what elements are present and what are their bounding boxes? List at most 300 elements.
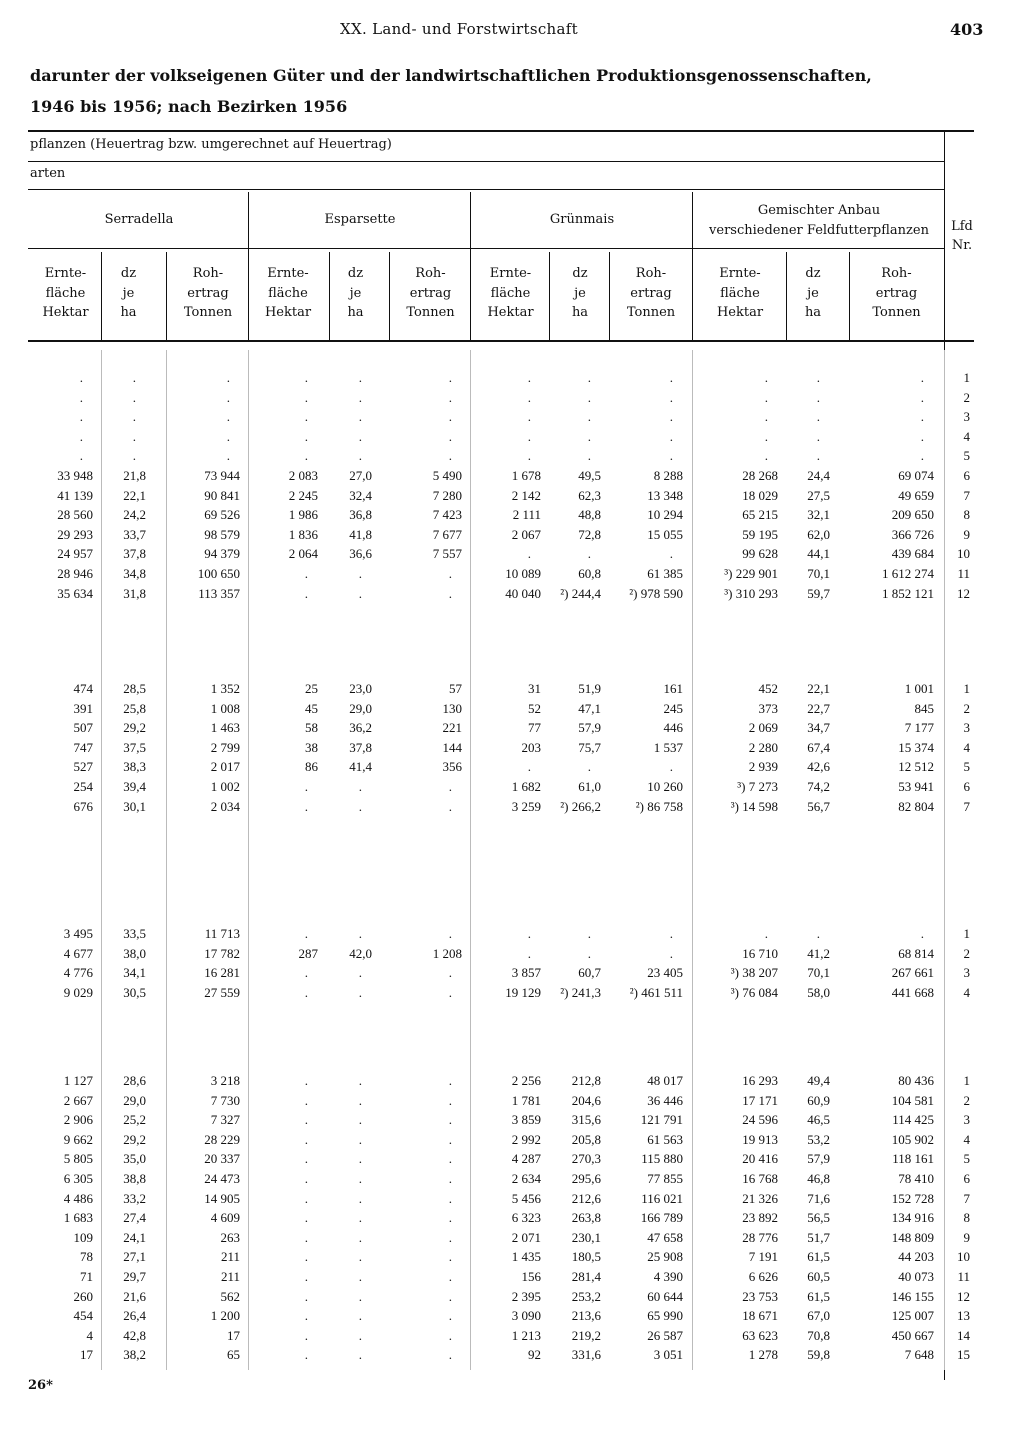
group-header-rule <box>28 248 944 249</box>
table-cell: 1 836 <box>288 526 318 542</box>
table-cell: 211 <box>220 1249 240 1265</box>
table-cell: 49,5 <box>578 468 601 483</box>
table-cell: . <box>448 1112 452 1128</box>
table-cell: . <box>358 1269 362 1284</box>
body-column-rule-4 <box>470 350 471 1370</box>
table-cell: 28 776 <box>742 1229 778 1245</box>
table-cell: 22,7 <box>807 700 830 716</box>
table-cell: 41 139 <box>57 487 93 503</box>
table-cell: 28,6 <box>123 1073 146 1088</box>
subheading-types: arten <box>30 166 66 181</box>
table-cell: 11 713 <box>204 926 240 941</box>
table-cell: 263,8 <box>571 1210 601 1226</box>
table-cell: 57 <box>449 681 462 696</box>
column-separator-8 <box>849 252 850 340</box>
table-cell: . <box>448 409 452 425</box>
table-cell: 1 852 121 <box>882 585 934 601</box>
column-header-7: Ernte- fläche Hektar <box>487 266 534 320</box>
table-cell: 60,7 <box>578 965 601 981</box>
table-cell: 452 <box>758 681 778 696</box>
table-cell: 1 537 <box>653 739 683 755</box>
table-cell: 36 446 <box>647 1092 683 1108</box>
table-cell: 59,7 <box>807 585 830 601</box>
table-cell: 15 055 <box>647 526 683 542</box>
table-cell: . <box>448 1327 452 1343</box>
table-cell: 29,0 <box>123 1092 146 1108</box>
table-cell: 1 781 <box>511 1092 541 1108</box>
table-cell: 8 288 <box>653 468 683 483</box>
table-cell: 25 908 <box>647 1249 683 1265</box>
table-cell: 57,9 <box>807 1151 830 1167</box>
table-cell: 37,8 <box>349 739 372 755</box>
table-cell: . <box>304 1171 308 1186</box>
table-cell: 4 <box>86 1327 93 1343</box>
table-cell: 56,5 <box>807 1210 830 1226</box>
table-cell: 68 814 <box>898 945 934 961</box>
table-cell: 38,3 <box>123 759 146 775</box>
table-cell: ³) 76 084 <box>730 984 778 1000</box>
table-cell: . <box>448 1249 452 1265</box>
table-cell: 5 490 <box>432 468 462 483</box>
table-cell: . <box>304 1131 308 1147</box>
table-cell: 4 390 <box>653 1269 683 1284</box>
table-cell: 1 002 <box>210 779 240 794</box>
table-cell: . <box>226 409 230 425</box>
table-cell: 28 268 <box>742 468 778 483</box>
table-cell: 48,8 <box>578 507 601 523</box>
table-cell: 100 650 <box>197 566 240 581</box>
table-cell: . <box>304 1308 308 1324</box>
table-cell: 254 <box>73 779 93 794</box>
table-cell: 2 034 <box>210 798 240 814</box>
row-number: 14 <box>957 1327 970 1343</box>
table-cell: 366 726 <box>891 526 934 542</box>
row-number: 2 <box>963 1092 970 1108</box>
table-cell: 61,0 <box>578 779 601 794</box>
table-cell: 41,2 <box>807 945 830 961</box>
table-cell: 15 374 <box>898 739 934 755</box>
table-cell: 59 195 <box>742 526 778 542</box>
table-cell: . <box>304 984 308 1000</box>
body-column-rule-5 <box>692 350 693 1370</box>
table-cell: 31 <box>528 681 541 696</box>
table-cell: 44,1 <box>807 546 830 562</box>
table-cell: 41,4 <box>349 759 372 775</box>
table-cell: 7 730 <box>210 1092 240 1108</box>
column-header-12: Roh- ertrag Tonnen <box>872 266 921 320</box>
row-number: 7 <box>963 1190 970 1206</box>
table-cell: . <box>448 1288 452 1304</box>
column-header-4: Ernte- fläche Hektar <box>264 266 312 320</box>
page-footer-signature: 26* <box>28 1378 53 1393</box>
table-cell: . <box>816 409 820 425</box>
table-cell: 10 294 <box>647 507 683 523</box>
table-cell: . <box>669 428 673 444</box>
table-cell: 16 768 <box>742 1171 778 1186</box>
table-cell: . <box>79 428 83 444</box>
table-cell: . <box>587 448 591 464</box>
table-cell: 9 029 <box>63 984 93 1000</box>
column-header-3: Roh- ertrag Tonnen <box>183 266 233 320</box>
table-cell: 37,5 <box>123 739 146 755</box>
table-cell: 212,6 <box>571 1190 601 1206</box>
table-cell: 213,6 <box>571 1308 601 1324</box>
table-cell: 42,6 <box>807 759 830 775</box>
table-cell: 2 067 <box>511 526 541 542</box>
table-cell: 507 <box>73 720 93 736</box>
column-header-5: dz je ha <box>347 266 364 320</box>
table-cell: 203 <box>521 739 541 755</box>
column-header-9: Roh- ertrag Tonnen <box>626 266 676 320</box>
column-header-6: Roh- ertrag Tonnen <box>406 266 455 320</box>
table-cell: . <box>304 779 308 794</box>
table-cell: 270,3 <box>571 1151 601 1167</box>
table-cell: 17 171 <box>742 1092 778 1108</box>
table-cell: 26 587 <box>647 1327 683 1343</box>
column-separator-6 <box>609 252 610 340</box>
table-cell: 263 <box>220 1229 240 1245</box>
table-cell: 3 857 <box>511 965 541 981</box>
table-cell: 3 259 <box>511 798 541 814</box>
table-cell: . <box>587 926 591 941</box>
table-cell: . <box>669 389 673 405</box>
row-number: 7 <box>963 798 970 814</box>
subheading-rule-1 <box>28 161 944 162</box>
table-cell: 71,6 <box>807 1190 830 1206</box>
table-cell: 33 948 <box>57 468 93 483</box>
table-cell: . <box>304 389 308 405</box>
table-cell: . <box>358 1308 362 1324</box>
table-cell: 59,8 <box>807 1347 830 1363</box>
table-cell: 36,2 <box>349 720 372 736</box>
table-cell: . <box>527 448 531 464</box>
table-cell: 38,8 <box>123 1171 146 1186</box>
table-cell: 1 683 <box>63 1210 93 1226</box>
table-cell: . <box>669 409 673 425</box>
table-cell: 70,1 <box>807 566 830 581</box>
table-cell: 29,0 <box>349 700 372 716</box>
table-cell: 25,2 <box>123 1112 146 1128</box>
table-cell: 7 177 <box>904 720 934 736</box>
table-cell: . <box>358 1347 362 1363</box>
table-cell: . <box>669 945 673 961</box>
table-cell: 72,8 <box>578 526 601 542</box>
table-cell: 219,2 <box>571 1327 601 1343</box>
table-cell: 4 776 <box>63 965 93 981</box>
row-number: 3 <box>963 965 970 981</box>
table-cell: . <box>448 389 452 405</box>
lfd-nr-header: Lfd Nr. <box>951 219 973 253</box>
table-cell: 57,9 <box>578 720 601 736</box>
table-cell: 1 986 <box>288 507 318 523</box>
table-cell: 61 385 <box>647 566 683 581</box>
table-cell: . <box>448 1092 452 1108</box>
table-cell: 156 <box>521 1269 541 1284</box>
table-top-rule <box>28 130 974 132</box>
table-cell: 1 208 <box>432 945 462 961</box>
table-cell: ²) 86 758 <box>635 798 683 814</box>
group-header-1: Serradella <box>104 212 174 227</box>
table-cell: 17 782 <box>204 945 240 961</box>
table-cell: 1 278 <box>748 1347 778 1363</box>
table-cell: 33,7 <box>123 526 146 542</box>
table-cell: 230,1 <box>571 1229 601 1245</box>
table-cell: ³) 7 273 <box>737 779 778 794</box>
table-cell: . <box>669 546 673 562</box>
table-cell: . <box>920 926 924 941</box>
table-cell: 446 <box>663 720 683 736</box>
table-cell: . <box>358 370 362 385</box>
table-cell: 148 809 <box>891 1229 934 1245</box>
row-number: 2 <box>963 389 970 405</box>
page-number: 403 <box>950 20 984 39</box>
table-cell: 53 941 <box>898 779 934 794</box>
row-number: 1 <box>963 1073 970 1088</box>
table-cell: . <box>448 926 452 941</box>
row-number: 12 <box>957 1288 970 1304</box>
row-number: 3 <box>963 1112 970 1128</box>
table-cell: 152 728 <box>891 1190 934 1206</box>
table-cell: 373 <box>758 700 778 716</box>
table-cell: 7 423 <box>432 507 462 523</box>
table-cell: . <box>764 389 768 405</box>
table-cell: 130 <box>442 700 462 716</box>
table-cell: . <box>920 448 924 464</box>
table-cell: 3 090 <box>511 1308 541 1324</box>
table-cell: . <box>358 1073 362 1088</box>
table-cell: 118 161 <box>892 1151 934 1167</box>
table-cell: . <box>358 1171 362 1186</box>
column-separator-3 <box>329 252 330 340</box>
table-cell: . <box>816 926 820 941</box>
table-cell: 28,5 <box>123 681 146 696</box>
table-cell: . <box>226 448 230 464</box>
table-cell: . <box>527 409 531 425</box>
table-cell: 99 628 <box>742 546 778 562</box>
table-cell: . <box>132 370 136 385</box>
table-cell: 2 256 <box>511 1073 541 1088</box>
table-cell: . <box>304 1269 308 1284</box>
table-cell: 21,8 <box>123 468 146 483</box>
table-cell: 562 <box>220 1288 240 1304</box>
row-number: 10 <box>957 546 970 562</box>
body-column-rule-3 <box>248 350 249 1370</box>
table-cell: 3 218 <box>210 1073 240 1088</box>
table-cell: 32,4 <box>349 487 372 503</box>
table-cell: . <box>304 1288 308 1304</box>
table-cell: 23 405 <box>647 965 683 981</box>
table-cell: . <box>448 566 452 581</box>
table-cell: 18 671 <box>742 1308 778 1324</box>
table-cell: . <box>304 926 308 941</box>
row-number: 11 <box>957 1269 970 1284</box>
table-cell: 5 456 <box>511 1190 541 1206</box>
table-cell: 29,2 <box>123 720 146 736</box>
table-cell: 60,9 <box>807 1092 830 1108</box>
column-separator-4 <box>389 252 390 340</box>
table-cell: . <box>226 428 230 444</box>
table-cell: . <box>132 448 136 464</box>
table-cell: 42,0 <box>349 945 372 961</box>
table-cell: 3 495 <box>63 926 93 941</box>
table-cell: 7 280 <box>432 487 462 503</box>
table-cell: 71 <box>80 1269 93 1284</box>
row-number: 9 <box>963 526 970 542</box>
table-cell: 51,9 <box>578 681 601 696</box>
table-cell: 27,0 <box>349 468 372 483</box>
table-cell: 1 352 <box>210 681 240 696</box>
table-cell: . <box>358 1190 362 1206</box>
table-cell: 60,8 <box>578 566 601 581</box>
table-cell: 4 677 <box>63 945 93 961</box>
group-separator-2 <box>470 192 471 340</box>
table-cell: . <box>448 448 452 464</box>
table-cell: 114 425 <box>892 1112 934 1128</box>
table-cell: 45 <box>305 700 318 716</box>
table-cell: 21 326 <box>742 1190 778 1206</box>
row-number: 5 <box>963 448 970 464</box>
table-cell: 27,4 <box>123 1210 146 1226</box>
row-number: 5 <box>963 759 970 775</box>
row-number: 4 <box>963 1131 970 1147</box>
table-cell: 24 957 <box>57 546 93 562</box>
table-cell: . <box>226 370 230 385</box>
table-cell: 1 127 <box>63 1073 93 1088</box>
table-cell: 27,1 <box>123 1249 146 1265</box>
row-number: 2 <box>963 945 970 961</box>
table-cell: . <box>764 926 768 941</box>
table-cell: 2 017 <box>210 759 240 775</box>
table-cell: 7 557 <box>432 546 462 562</box>
table-cell: 23,0 <box>349 681 372 696</box>
table-cell: ²) 266,2 <box>560 798 601 814</box>
table-cell: . <box>358 984 362 1000</box>
table-cell: 161 <box>663 681 683 696</box>
table-cell: 16 293 <box>742 1073 778 1088</box>
table-cell: . <box>448 798 452 814</box>
table-cell: . <box>304 1092 308 1108</box>
table-cell: . <box>920 409 924 425</box>
table-cell: . <box>587 428 591 444</box>
table-cell: 38 <box>305 739 318 755</box>
row-number: 1 <box>963 926 970 941</box>
table-cell: 22,1 <box>807 681 830 696</box>
table-cell: . <box>448 1308 452 1324</box>
table-cell: ³) 229 901 <box>724 566 778 581</box>
table-cell: 24,4 <box>807 468 830 483</box>
table-cell: . <box>358 798 362 814</box>
row-number: 6 <box>963 1171 970 1186</box>
table-cell: 46,5 <box>807 1112 830 1128</box>
table-cell: . <box>79 389 83 405</box>
column-separator-5 <box>549 252 550 340</box>
table-cell: 6 626 <box>748 1269 778 1284</box>
table-cell: 77 <box>528 720 541 736</box>
table-cell: 125 007 <box>891 1308 934 1324</box>
table-cell: . <box>304 1229 308 1245</box>
table-cell: 52 <box>528 700 541 716</box>
table-cell: 221 <box>442 720 462 736</box>
table-cell: 450 667 <box>891 1327 934 1343</box>
table-cell: . <box>358 409 362 425</box>
table-cell: 3 051 <box>653 1347 683 1363</box>
table-cell: ²) 978 590 <box>629 585 683 601</box>
table-cell: 60 644 <box>647 1288 683 1304</box>
column-header-2: dz je ha <box>120 266 137 320</box>
table-cell: . <box>920 389 924 405</box>
table-cell: . <box>304 585 308 601</box>
table-cell: . <box>304 1249 308 1265</box>
table-cell: 1 213 <box>511 1327 541 1343</box>
table-cell: 80 436 <box>898 1073 934 1088</box>
row-number: 1 <box>963 681 970 696</box>
table-cell: 1 678 <box>511 468 541 483</box>
table-cell: 29,7 <box>123 1269 146 1284</box>
table-cell: 747 <box>73 739 93 755</box>
table-cell: 44 203 <box>898 1249 934 1265</box>
table-cell: 24 596 <box>742 1112 778 1128</box>
row-number: 4 <box>963 428 970 444</box>
table-cell: . <box>79 448 83 464</box>
column-separator-7 <box>786 252 787 340</box>
table-cell: 134 916 <box>891 1210 934 1226</box>
table-cell: 144 <box>442 739 462 755</box>
table-cell: . <box>304 428 308 444</box>
table-cell: 29,2 <box>123 1131 146 1147</box>
table-cell: 32,1 <box>807 507 830 523</box>
table-cell: 27,5 <box>807 487 830 503</box>
table-cell: 109 <box>73 1229 93 1245</box>
row-number: 15 <box>957 1347 970 1363</box>
table-cell: . <box>79 409 83 425</box>
table-cell: . <box>304 1151 308 1167</box>
table-cell: 356 <box>442 759 462 775</box>
table-cell: . <box>448 1171 452 1186</box>
table-cell: 24,2 <box>123 507 146 523</box>
table-cell: 20 416 <box>742 1151 778 1167</box>
table-cell: 69 526 <box>204 507 240 523</box>
table-cell: . <box>358 1092 362 1108</box>
table-cell: 315,6 <box>571 1112 601 1128</box>
table-cell: 74,2 <box>807 779 830 794</box>
table-cell: . <box>304 566 308 581</box>
table-cell: 2 667 <box>63 1092 93 1108</box>
table-cell: . <box>304 448 308 464</box>
table-cell: . <box>920 428 924 444</box>
row-number: 3 <box>963 720 970 736</box>
table-cell: 2 064 <box>288 546 318 562</box>
table-cell: . <box>358 566 362 581</box>
table-cell: . <box>764 428 768 444</box>
table-cell: 19 913 <box>742 1131 778 1147</box>
table-cell: 38,0 <box>123 945 146 961</box>
table-cell: . <box>587 409 591 425</box>
table-cell: 2 906 <box>63 1112 93 1128</box>
table-cell: . <box>358 1210 362 1226</box>
table-cell: . <box>764 409 768 425</box>
table-cell: . <box>448 370 452 385</box>
table-cell: 94 379 <box>204 546 240 562</box>
table-cell: . <box>304 965 308 981</box>
table-cell: . <box>358 926 362 941</box>
group-header-4: Gemischter Anbau verschiedener Feldfutterpflanzen <box>709 203 929 238</box>
table-cell: 260 <box>73 1288 93 1304</box>
table-cell: 1 682 <box>511 779 541 794</box>
row-number: 6 <box>963 779 970 794</box>
table-cell: . <box>448 1131 452 1147</box>
table-cell: . <box>448 779 452 794</box>
table-cell: . <box>304 1210 308 1226</box>
